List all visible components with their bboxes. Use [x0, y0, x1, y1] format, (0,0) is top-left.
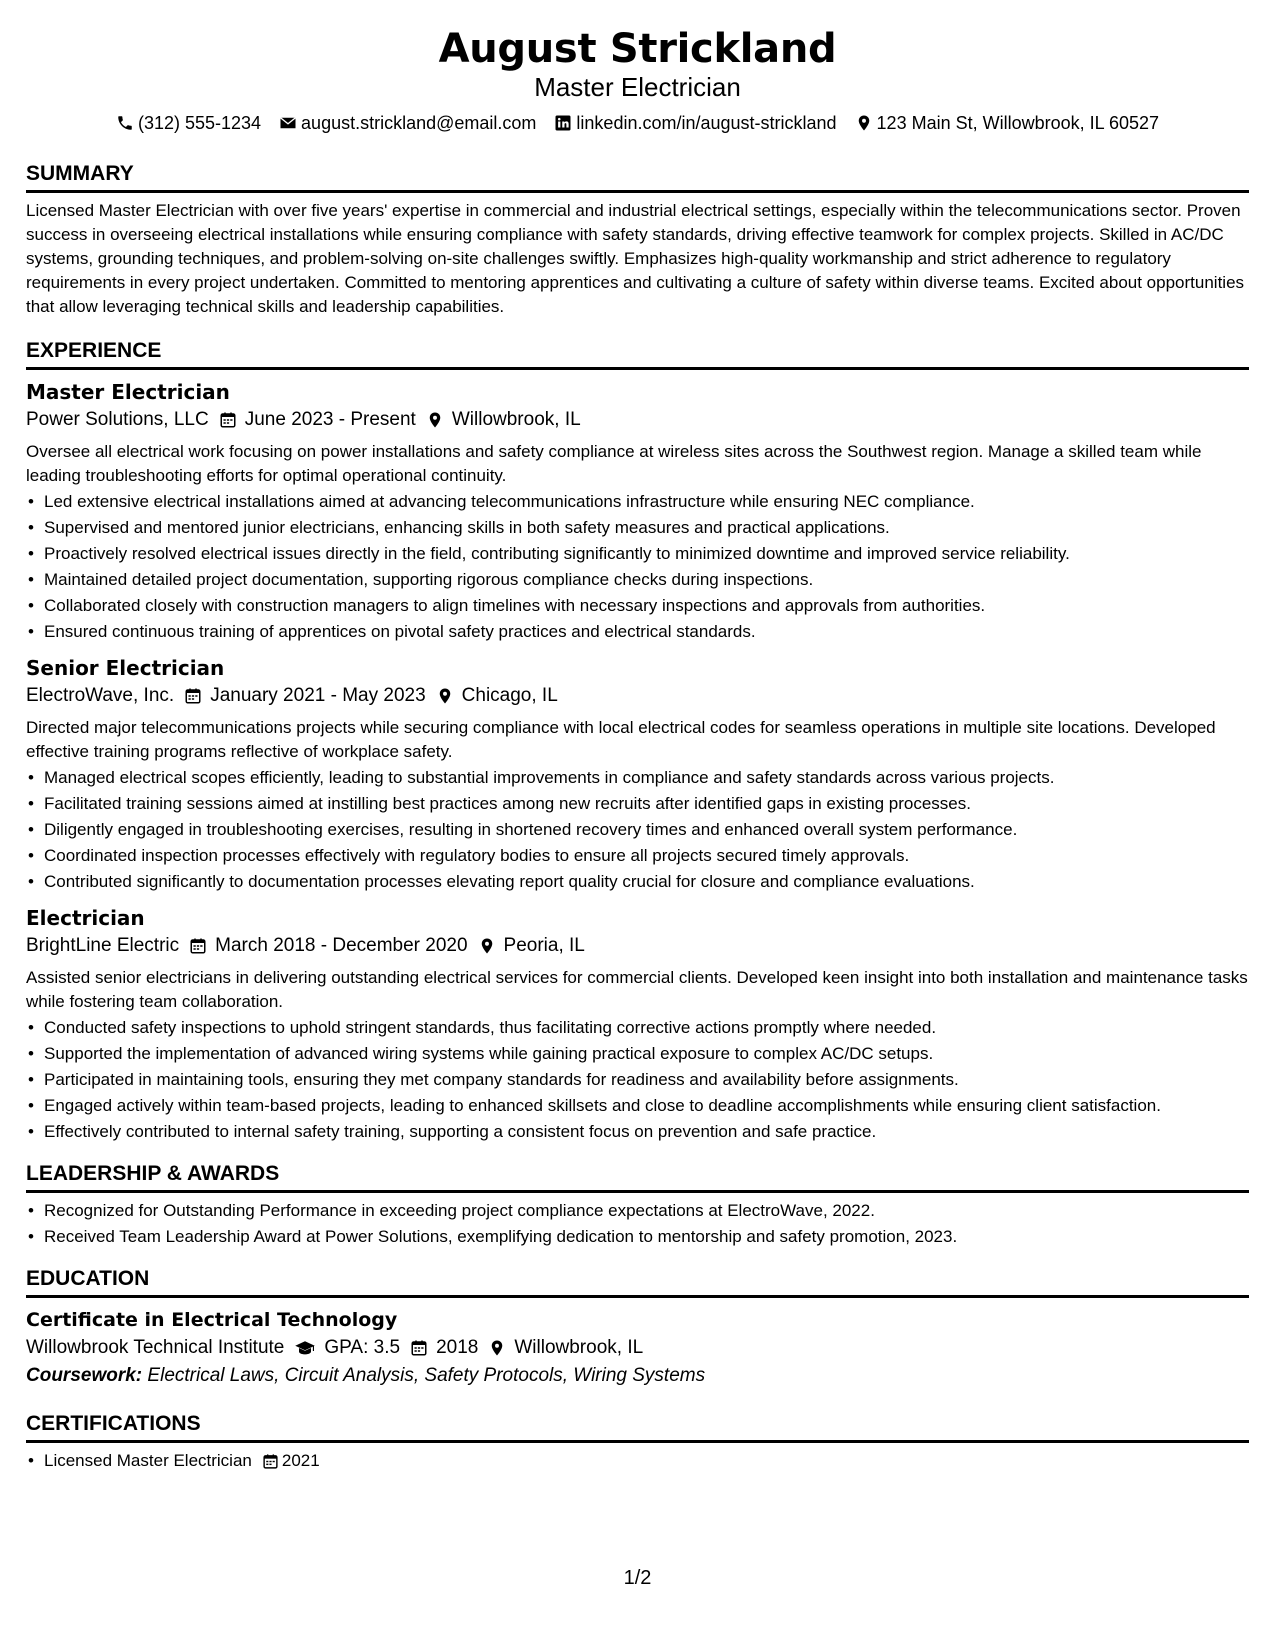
- calendar-icon: [189, 937, 207, 955]
- list-item: • Led extensive electrical installations aimed at advancing telecommunications infrastructure while ensuring NEC compliance.: [44, 490, 1249, 514]
- leadership-section: [26, 1160, 1249, 1249]
- experience-section: [26, 337, 1249, 1144]
- section-title-experience: EXPERIENCE: [26, 337, 1249, 370]
- contact-address: [855, 110, 1159, 136]
- job-description: Directed major telecommunications projects while securing compliance with local electrical codes for seamless operations in multiple site locations. Developed effective training programs reflective of workplace safety.: [26, 718, 1216, 761]
- job-title: Master Electrician: [26, 380, 230, 404]
- candidate-name: August Strickland: [438, 26, 837, 72]
- list-item: • Engaged actively within team-based projects, leading to enhanced skillsets and close to deadline accomplishments while ensuring client satisfaction.: [44, 1094, 1249, 1118]
- list-item: • Proactively resolved electrical issues directly in the field, contributing significantly to minimized downtime and improved service reliability.: [44, 542, 1249, 566]
- list-item: • Ensured continuous training of apprentices on pivotal safety practices and electrical standards.: [44, 620, 1249, 644]
- section-title-summary: SUMMARY: [26, 160, 1249, 193]
- section-title-certifications: CERTIFICATIONS: [26, 1410, 1249, 1443]
- list-item: • Recognized for Outstanding Performance in exceeding project compliance expectations at ElectroWave, 2022.: [44, 1199, 1249, 1223]
- contact-bar: [26, 110, 1249, 136]
- coursework-label: Coursework:: [26, 1365, 143, 1386]
- list-item: • Received Team Leadership Award at Power Solutions, exemplifying dedication to mentorship and safety promotion, 2023.: [44, 1225, 1249, 1249]
- job-location-text: Peoria, IL: [503, 935, 585, 956]
- job-meta: [26, 406, 1249, 434]
- job-location-text: Chicago, IL: [461, 685, 558, 706]
- map-pin-icon: [488, 1339, 506, 1357]
- phone-text: (312) 555-1234: [137, 113, 262, 133]
- certification-entry: [44, 1449, 320, 1473]
- map-pin-icon: [478, 937, 496, 955]
- job-location-text: Willowbrook, IL: [451, 409, 581, 430]
- job-dates: [184, 682, 425, 710]
- list-item: • Contributed significantly to documentation processes elevating report quality crucial for closure and compliance evaluations.: [44, 870, 1249, 894]
- job-bullets: [26, 1016, 1249, 1144]
- list-item: • Collaborated closely with construction managers to align timelines with necessary inspections and approvals from authorities.: [44, 594, 1249, 618]
- education-section: [26, 1265, 1249, 1390]
- map-pin-icon: [855, 114, 873, 132]
- job-location: [426, 406, 581, 434]
- job-location: [478, 932, 585, 960]
- coursework-text: Electrical Laws, Circuit Analysis, Safety Protocols, Wiring Systems: [147, 1365, 706, 1386]
- certification-year: [262, 1449, 320, 1473]
- education-location: [488, 1334, 643, 1362]
- job-title: Senior Electrician: [26, 656, 225, 680]
- degree-title: Certificate in Electrical Technology: [26, 1309, 398, 1331]
- linkedin-text: linkedin.com/in/august-strickland: [576, 113, 837, 133]
- job-location: [436, 682, 558, 710]
- list-item: • Diligently engaged in troubleshooting exercises, resulting in shortened recovery times and enhanced overall system performance.: [44, 818, 1249, 842]
- job-title: Electrician: [26, 906, 145, 930]
- job-description: Oversee all electrical work focusing on power installations and safety compliance at wireless sites across the Southwest region. Manage a skilled team while leading troubleshooting efforts for optimal operational continuity.: [26, 442, 1202, 485]
- contact-phone: [116, 110, 261, 136]
- education-year: [410, 1334, 478, 1362]
- list-item: • Participated in maintaining tools, ensuring they met company standards for readiness and availability before assignments.: [44, 1068, 1249, 1092]
- job-company: Power Solutions, LLC: [26, 409, 209, 430]
- job-description: Assisted senior electricians in delivering outstanding electrical services for commercial clients. Developed keen insight into both installation and maintenance tasks while fostering team collaboration.: [26, 968, 1248, 1011]
- list-item: • Effectively contributed to internal safety training, supporting a consistent focus on prevention and safe practice.: [44, 1120, 1249, 1144]
- job-entry: [26, 378, 1249, 644]
- job-dates-text: March 2018 - December 2020: [215, 935, 468, 956]
- summary-text: Licensed Master Electrician with over five years' expertise in commercial and industrial electrical settings, especially within the telecommunications sector. Proven success in overseeing electrical installations while ensuring compliance with safety standards, driving effective teamwork for complex projects. Skilled in AC/DC systems, grounding techniques, and problem-solving on-site challenges swiftly. Emphasizes high-quality workmanship and strict adherence to regulatory requirements in every project undertaken. Committed to mentoring apprentices and cultivating a culture of safety within diverse teams. Excited about opportunities that allow leveraging technical skills and leadership capabilities.: [26, 201, 1245, 316]
- map-pin-icon: [426, 411, 444, 429]
- page-number: 1/2: [623, 1567, 652, 1589]
- phone-icon: [116, 114, 134, 132]
- job-dates: [189, 932, 467, 960]
- gpa-text: GPA: 3.5: [324, 1337, 401, 1358]
- section-title-education: EDUCATION: [26, 1265, 1249, 1298]
- calendar-icon: [184, 687, 202, 705]
- education-meta: [26, 1334, 1249, 1362]
- job-entry: [26, 654, 1249, 894]
- list-item: • Coordinated inspection processes effectively with regulatory bodies to ensure all projects secured timely approvals.: [44, 844, 1249, 868]
- job-entry: [26, 904, 1249, 1144]
- job-dates: [219, 406, 416, 434]
- candidate-role: Master Electrician: [534, 72, 741, 102]
- job-meta: [26, 932, 1249, 960]
- graduation-cap-icon: [294, 1339, 316, 1357]
- summary-section: [26, 160, 1249, 319]
- job-bullets: [26, 766, 1249, 894]
- leadership-bullets: [26, 1199, 1249, 1249]
- calendar-icon: [219, 411, 237, 429]
- list-item: • Supervised and mentored junior electricians, enhancing skills in both safety measures and practical applications.: [44, 516, 1249, 540]
- list-item: • Maintained detailed project documentation, supporting rigorous compliance checks during inspections.: [44, 568, 1249, 592]
- job-company: BrightLine Electric: [26, 935, 180, 956]
- education-year-text: 2018: [436, 1337, 479, 1358]
- envelope-icon: [279, 114, 297, 132]
- contact-email: [279, 110, 536, 136]
- education-location-text: Willowbrook, IL: [514, 1337, 644, 1358]
- list-item: [44, 1449, 1249, 1473]
- contact-linkedin: [554, 110, 836, 136]
- resume-header: [26, 26, 1249, 136]
- certification-year-text: 2021: [281, 1451, 320, 1470]
- list-item: • Conducted safety inspections to uphold stringent standards, thus facilitating corrective actions promptly where needed.: [44, 1016, 1249, 1040]
- gpa: [294, 1334, 400, 1362]
- calendar-icon: [410, 1339, 428, 1357]
- calendar-icon: [262, 1453, 279, 1470]
- certifications-list: [26, 1449, 1249, 1473]
- job-dates-text: January 2021 - May 2023: [210, 685, 426, 706]
- address-text: 123 Main St, Willowbrook, IL 60527: [876, 113, 1160, 133]
- school-name: Willowbrook Technical Institute: [26, 1337, 285, 1358]
- job-bullets: [26, 490, 1249, 644]
- list-item: • Facilitated training sessions aimed at instilling best practices among new recruits after identified gaps in existing processes.: [44, 792, 1249, 816]
- job-meta: [26, 682, 1249, 710]
- certifications-section: [26, 1410, 1249, 1473]
- coursework: [26, 1362, 1249, 1390]
- section-title-leadership: LEADERSHIP & AWARDS: [26, 1160, 1249, 1193]
- email-text: august.strickland@email.com: [301, 113, 537, 133]
- list-item: • Managed electrical scopes efficiently, leading to substantial improvements in compliance and safety standards across various projects.: [44, 766, 1249, 790]
- map-pin-icon: [436, 687, 454, 705]
- job-company: ElectroWave, Inc.: [26, 685, 175, 706]
- certification-name: • Licensed Master Electrician: [44, 1451, 252, 1470]
- list-item: • Supported the implementation of advanced wiring systems while gaining practical exposure to complex AC/DC setups.: [44, 1042, 1249, 1066]
- job-dates-text: June 2023 - Present: [244, 409, 416, 430]
- linkedin-icon: [554, 114, 572, 132]
